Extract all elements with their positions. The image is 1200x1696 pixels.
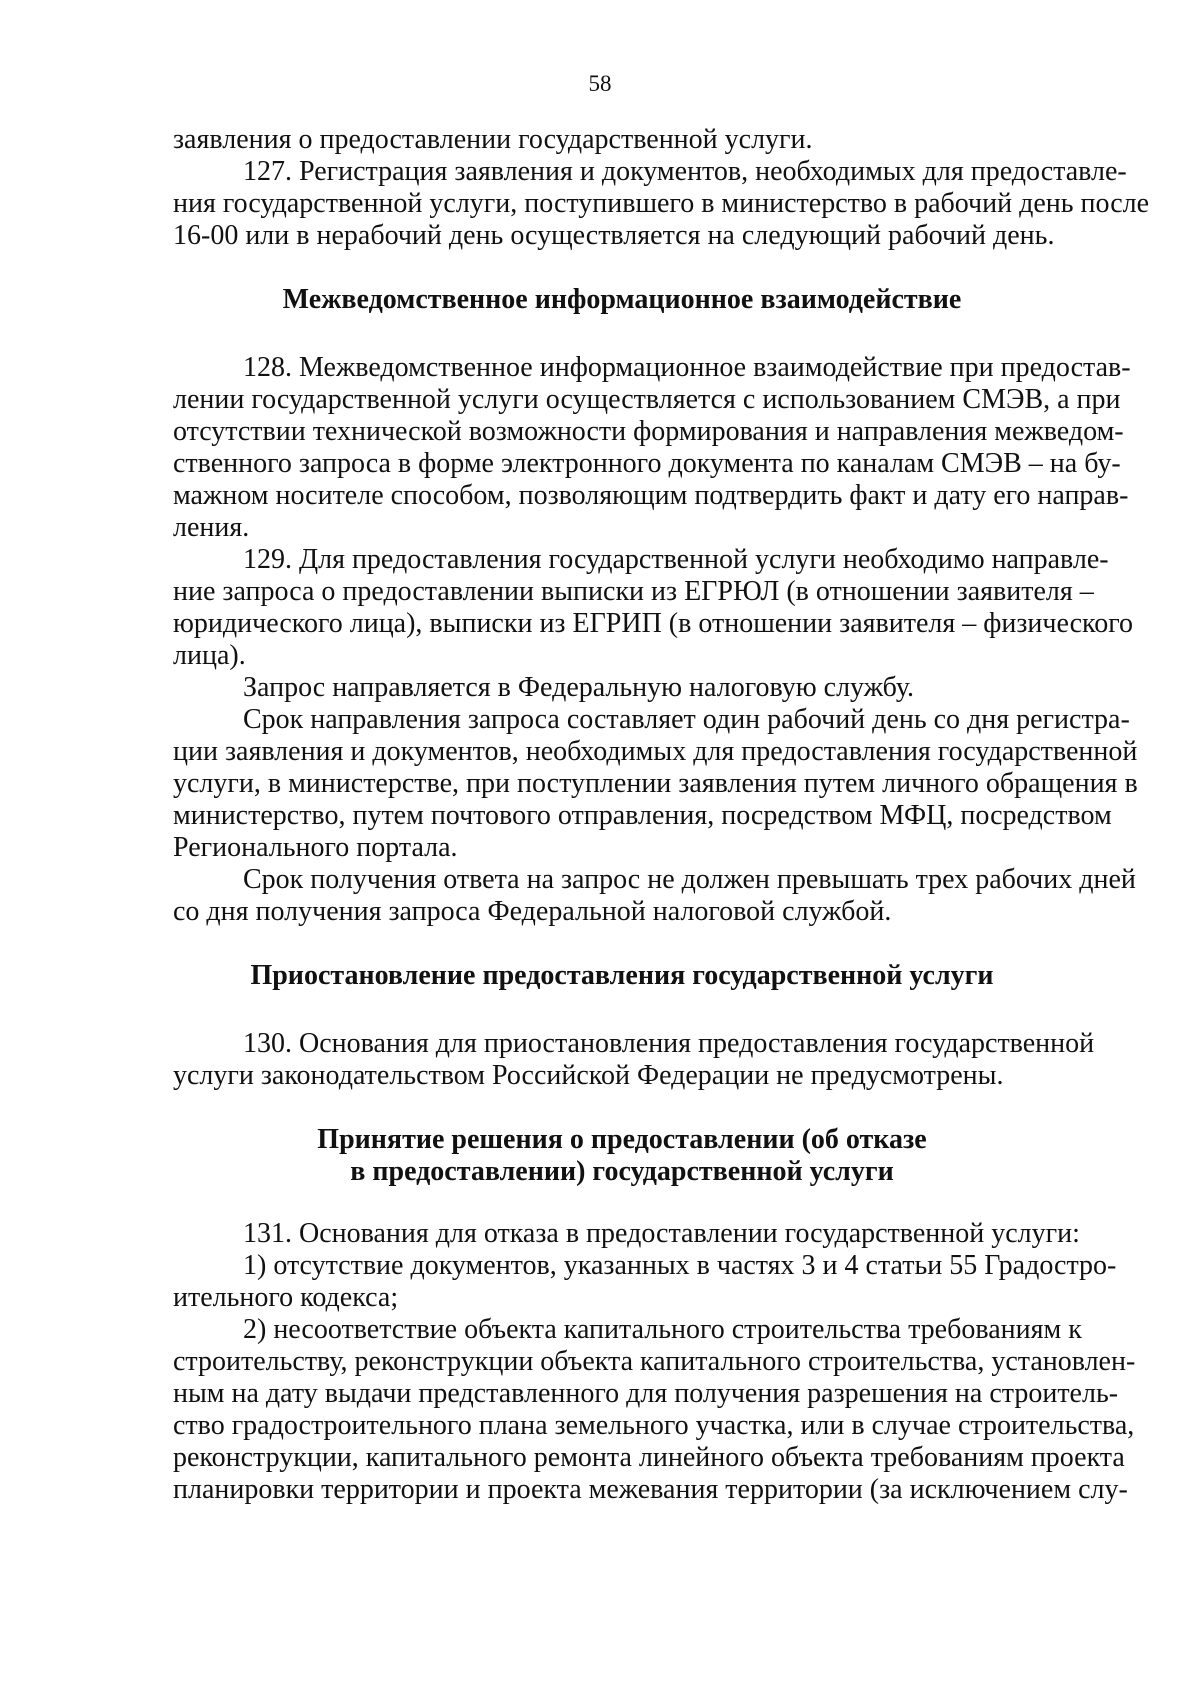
list-item-2-line: ство градостроительного плана земельного участка, или в случае строительства, — [173, 1410, 1135, 1441]
list-item-2-line: реконструкции, капитального ремонта линейного объекта требованиям проекта — [173, 1442, 1125, 1473]
paragraph-129-line: ние запроса о предоставлении выписки из ЕГРЮЛ (в отношении заявителя – — [173, 576, 1094, 607]
paragraph-128-line: ственного запроса в форме электронного документа по каналам СМЭВ – на бу- — [173, 448, 1121, 479]
list-item-1-line: ительного кодекса; — [173, 1282, 399, 1313]
section-heading-interagency: Межведомственное информационное взаимодействие — [282, 284, 962, 315]
paragraph-deadline-line: Регионального портала. — [173, 832, 458, 863]
paragraph-129-line: 129. Для предоставления государственной услуги необходимо направле- — [243, 544, 1109, 575]
list-item-1-line: 1) отсутствие документов, указанных в частях 3 и 4 статьи 55 Градостро- — [243, 1250, 1117, 1281]
paragraph-deadline-line: услуги, в министерстве, при поступлении заявления путем личного обращения в — [173, 768, 1138, 799]
paragraph-130-line: 130. Основания для приостановления предоставления государственной — [243, 1028, 1095, 1059]
paragraph-127-line: 16-00 или в нерабочий день осуществляется на следующий рабочий день. — [173, 220, 1055, 251]
paragraph-131-line: 131. Основания для отказа в предоставлении государственной услуги: — [243, 1218, 1080, 1249]
paragraph-128-line: мажном носителе способом, позволяющим подтвердить факт и дату его направ- — [173, 480, 1129, 511]
list-item-2-line: 2) несоответствие объекта капитального строительства требованиям к — [243, 1314, 1082, 1345]
paragraph-request-line: Запрос направляется в Федеральную налоговую службу. — [243, 672, 915, 703]
paragraph-128-line: 128. Межведомственное информационное взаимодействие при предостав- — [243, 352, 1131, 383]
paragraph-127-line: 127. Регистрация заявления и документов, необходимых для предоставле- — [243, 156, 1127, 187]
list-item-2-line: планировки территории и проекта межевания территории (за исключением слу- — [173, 1474, 1128, 1505]
paragraph-128-line: лении государственной услуги осуществляется с использованием СМЭВ, а при — [173, 384, 1121, 415]
list-item-2-line: строительству, реконструкции объекта капитального строительства, установлен- — [173, 1346, 1136, 1377]
paragraph-127-line: ния государственной услуги, поступившего в министерство в рабочий день после — [173, 188, 1150, 219]
section-heading-suspension: Приостановление предоставления государственной услуги — [250, 960, 994, 991]
paragraph-deadline-line: министерство, путем почтового отправления, посредством МФЦ, посредством — [173, 800, 1112, 831]
page-number: 58 — [588, 71, 612, 96]
section-heading-decision: Принятие решения о предоставлении (об отказе — [317, 1124, 927, 1155]
text-line: заявления о предоставлении государственной услуги. — [173, 124, 813, 155]
document-body — [173, 124, 1150, 1506]
paragraph-response-line: Срок получения ответа на запрос не должен превышать трех рабочих дней — [243, 864, 1136, 895]
paragraph-deadline-line: Срок направления запроса составляет один рабочий день со дня регистра- — [243, 704, 1130, 735]
paragraph-128-line: отсутствии технической возможности формирования и направления межведом- — [173, 416, 1124, 447]
paragraph-deadline-line: ции заявления и документов, необходимых для предоставления государственной — [173, 736, 1138, 767]
list-item-2-line: ным на дату выдачи представленного для получения разрешения на строитель- — [173, 1378, 1119, 1409]
paragraph-response-line: со дня получения запроса Федеральной налоговой службой. — [173, 896, 892, 927]
paragraph-128-line: ления. — [173, 512, 250, 543]
paragraph-129-line: лица). — [173, 640, 246, 671]
paragraph-130-line: услуги законодательством Российской Федерации не предусмотрены. — [173, 1060, 1004, 1091]
paragraph-129-line: юридического лица), выписки из ЕГРИП (в отношении заявителя – физического — [173, 608, 1133, 639]
section-heading-decision: в предоставлении) государственной услуги — [350, 1156, 894, 1187]
